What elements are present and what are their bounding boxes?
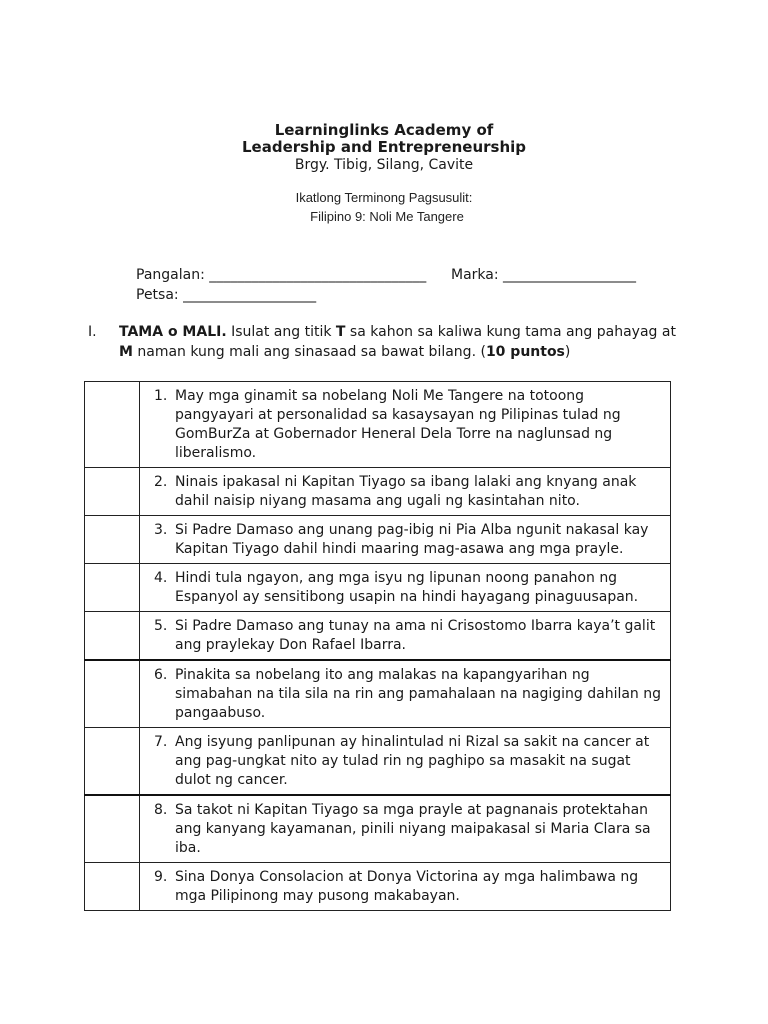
statement-cell <box>140 795 671 863</box>
letter-m: M <box>119 344 133 360</box>
school-name-line2: Leadership and Entrepreneurship <box>241 138 527 156</box>
item-text: May mga ginamit sa nobelang Noli Me Tangere na totoong pangyayari at personalidad sa kasaysayan ng Pilipinas tulad ng GomBurZa at Gobernador Heneral Dela Torre na naglunsad ng liberalismo. <box>175 388 621 461</box>
table-row <box>85 728 671 796</box>
item-text: Ninais ipakasal ni Kapitan Tiyago sa ibang lalaki ang knyang anak dahil naisip niyang masama ang ugali ng kasintahan nito. <box>175 474 637 509</box>
statement-cell <box>140 728 671 796</box>
statement-cell <box>140 660 671 728</box>
exam-info <box>0 188 768 226</box>
answer-box[interactable] <box>85 795 140 863</box>
item-text: Ang isyung panlipunan ay hinalintulad ni Rizal sa sakit na cancer at ang pag-ungkat nito ay tulad rin ng paghipo sa masakit na sugat dulot ng cancer. <box>175 734 650 788</box>
true-false-table <box>84 381 671 911</box>
instruction-part3: naman kung mali ang sinasaad sa bawat bilang. ( <box>132 344 486 360</box>
table-row <box>85 564 671 612</box>
item-text: Si Padre Damaso ang unang pag-ibig ni Pia Alba ngunit nakasal kay Kapitan Tiyago dahil hindi maaring mag-asawa ang mga prayle. <box>175 522 649 557</box>
student-info-row1 <box>136 266 637 284</box>
school-name-line1: Learninglinks Academy of <box>274 121 494 139</box>
statement-cell <box>140 468 671 516</box>
item-number: 8. <box>154 802 168 818</box>
table-row <box>85 382 671 468</box>
table-row <box>85 863 671 911</box>
statement-cell <box>140 863 671 911</box>
instruction-part2: sa kahon sa kaliwa kung tama ang pahayag at <box>345 324 676 340</box>
answer-box[interactable] <box>85 660 140 728</box>
item-number: 6. <box>154 667 168 683</box>
score-field[interactable]: Marka: ___________________ <box>451 267 637 283</box>
date-field[interactable]: Petsa: ___________________ <box>136 287 317 303</box>
answer-box[interactable] <box>85 516 140 564</box>
name-field[interactable]: Pangalan: _______________________________ <box>136 267 427 283</box>
item-number: 9. <box>154 869 168 885</box>
points-label: 10 puntos <box>485 344 565 360</box>
close-paren: ) <box>564 344 571 360</box>
item-text: Pinakita sa nobelang ito ang malakas na kapangyarihan ng simabahan na tila sila na rin ang pamahalaan na nagiging dahilan ng pangaabuso. <box>175 667 662 721</box>
answer-box[interactable] <box>85 564 140 612</box>
answer-box[interactable] <box>85 612 140 661</box>
table-row <box>85 468 671 516</box>
exam-subject: Filipino 9: Noli Me Tangere <box>310 209 464 224</box>
table-row <box>85 660 671 728</box>
table-row <box>85 612 671 661</box>
letter-t: T <box>335 324 346 340</box>
answer-box[interactable] <box>85 382 140 468</box>
answer-box[interactable] <box>85 468 140 516</box>
section-body <box>119 322 679 362</box>
student-info-row2 <box>136 286 316 304</box>
table-row <box>85 795 671 863</box>
statement-cell <box>140 564 671 612</box>
item-number: 7. <box>154 734 168 750</box>
item-number: 5. <box>154 618 168 634</box>
section-title: TAMA o MALI. <box>119 324 227 340</box>
table-row <box>85 516 671 564</box>
item-number: 4. <box>154 570 168 586</box>
item-number: 3. <box>154 522 168 538</box>
exam-title: Ikatlong Terminong Pagsusulit: <box>295 190 473 205</box>
statement-cell <box>140 516 671 564</box>
school-address: Brgy. Tibig, Silang, Cavite <box>294 157 474 173</box>
item-text: Si Padre Damaso ang tunay na ama ni Crisostomo Ibarra kaya’t galit ang praylekay Don Rafael Ibarra. <box>175 618 656 653</box>
item-text: Sina Donya Consolacion at Donya Victorina ay mga halimbawa ng mga Pilipinong may pusong makabayan. <box>175 869 639 904</box>
section-number: I. <box>88 324 97 340</box>
item-text: Sa takot ni Kapitan Tiyago sa mga prayle at pagnanais protektahan ang kanyang kayamanan, pinili niyang maipakasal si Maria Clara sa iba. <box>175 802 651 856</box>
statement-cell <box>140 612 671 661</box>
statement-cell <box>140 382 671 468</box>
document-header <box>0 122 768 226</box>
answer-box[interactable] <box>85 863 140 911</box>
instruction-part1: Isulat ang titik <box>226 324 336 340</box>
item-number: 1. <box>154 388 168 404</box>
answer-box[interactable] <box>85 728 140 796</box>
item-number: 2. <box>154 474 168 490</box>
item-text: Hindi tula ngayon, ang mga isyu ng lipunan noong panahon ng Espanyol ay sensitibong usapin na hindi hayagang pinaguusapan. <box>175 570 639 605</box>
